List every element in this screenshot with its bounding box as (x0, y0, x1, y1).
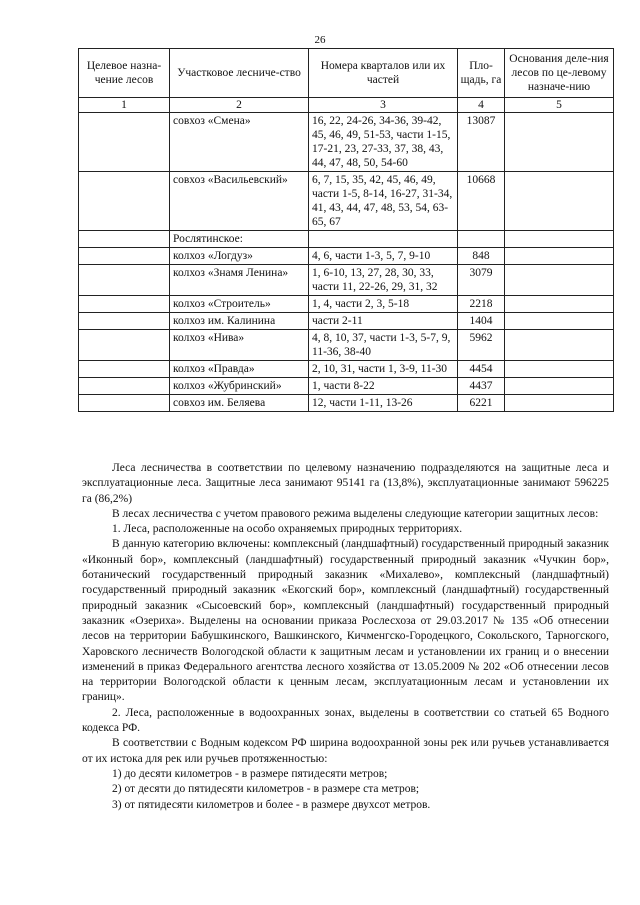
table-row (79, 248, 614, 265)
paragraph: В данную категорию включены: комплексный (ландшафтный) государственный природный заказник «Иконный бор», комплексный (ландшафтный) государственный природный заказник «Чучкин бор», ботанический государственный природный заказник «Михалево», комплексный (ландшафтный) государственный природный заказник «Екогский бор», комплексный (ландшафтный) государственный природный заказник «Сысоевский бор», комплексный (ландшафтный) государственный природный заказник «Озериха». Выделены на основании приказа Рослесхоза от 29.03.2017 № 135 «Об отнесении лесов на территории Бабушкинского, Вашкинского, Кичменгско-Городецкого, Сокольского, Тарногского, Харовского лесничеств Вологодской области к защитным лесам и установлении их границ и о внесении изменений в приказ Федерального агентства лесного хозяйства от 13.05.2009 № 202 «Об отнесении лесов на территории Вологодской области к ценным лесам, эксплуатационным лесам и установлении их границ». (82, 538, 609, 704)
area-cell: 5962 (458, 330, 505, 361)
list-item: 3) от пятидесяти километров и более - в размере двухсот метров. (112, 798, 431, 811)
basis-cell (505, 248, 614, 265)
basis-cell (505, 296, 614, 313)
table-row (79, 395, 614, 412)
table-row (79, 361, 614, 378)
list-item: 2) от десяти до пятидесяти километров - в размере ста метров; (112, 783, 420, 796)
district-cell: колхоз им. Калинина (170, 313, 309, 330)
paragraph: Леса лесничества в соответствии по целевому назначению подразделяются на защитные леса и эксплуатационные леса. Защитные леса занимают 95141 га (13,8%), эксплуатационные занимают 596225 га (86,2%) (82, 462, 609, 505)
area-cell: 4437 (458, 378, 505, 395)
basis-cell (505, 172, 614, 231)
table-header-row (79, 49, 614, 98)
body-text (82, 461, 609, 813)
district-cell: колхоз «Правда» (170, 361, 309, 378)
basis-cell (505, 265, 614, 296)
district-cell: совхоз им. Беляева (170, 395, 309, 412)
quarters-cell: 12, части 1-11, 13-26 (309, 395, 458, 412)
purpose-cell (79, 248, 170, 265)
header-area: Пло-щадь, га (458, 49, 505, 98)
quarters-cell: 2, 10, 31, части 1, 3-9, 11-30 (309, 361, 458, 378)
header-quarters: Номера кварталов или их частей (309, 49, 458, 98)
quarters-cell: 1, 4, части 2, 3, 5-18 (309, 296, 458, 313)
list-item: 1) до десяти километров - в размере пятидесяти метров; (112, 767, 388, 780)
district-cell: колхоз «Знамя Ленина» (170, 265, 309, 296)
purpose-cell (79, 296, 170, 313)
table-row (79, 265, 614, 296)
purpose-cell (79, 113, 170, 172)
paragraph: В соответствии с Водным кодексом РФ ширина водоохранной зоны рек или ручьев устанавливается от их истока для рек или ручьев протяженностью: (82, 737, 609, 765)
district-cell: Рослятинское: (170, 231, 309, 248)
paragraph: В лесах лесничества с учетом правового режима выделены следующие категории защитных лесов: (112, 507, 599, 520)
paragraph: 2. Леса, расположенные в водоохранных зонах, выделены в соответствии со статьей 65 Водного кодекса РФ. (82, 706, 609, 735)
purpose-cell (79, 395, 170, 412)
quarters-cell: 1, части 8-22 (309, 378, 458, 395)
quarters-cell: 1, 6-10, 13, 27, 28, 30, 33, части 11, 22-26, 29, 31, 32 (309, 265, 458, 296)
column-number: 3 (309, 98, 458, 113)
basis-cell (505, 231, 614, 248)
quarters-cell: 4, 6, части 1-3, 5, 7, 9-10 (309, 248, 458, 265)
area-cell: 3079 (458, 265, 505, 296)
area-cell: 848 (458, 248, 505, 265)
area-cell: 6221 (458, 395, 505, 412)
quarters-cell: 4, 8, 10, 37, части 1-3, 5-7, 9, 11-36, 38-40 (309, 330, 458, 361)
column-number: 1 (79, 98, 170, 113)
basis-cell (505, 330, 614, 361)
column-number: 5 (505, 98, 614, 113)
table-row (79, 113, 614, 172)
page-number: 26 (314, 34, 326, 46)
district-cell: колхоз «Логдуз» (170, 248, 309, 265)
table-row (79, 296, 614, 313)
district-cell: колхоз «Нива» (170, 330, 309, 361)
area-cell: 10668 (458, 172, 505, 231)
basis-cell (505, 313, 614, 330)
header-purpose: Целевое назна-чение лесов (79, 49, 170, 98)
quarters-cell: 6, 7, 15, 35, 42, 45, 46, 49, части 1-5, 8-14, 16-27, 31-34, 41, 43, 44, 47, 48, 53, 54, 63-65, 67 (309, 172, 458, 231)
header-district: Участковое лесниче-ство (170, 49, 309, 98)
table-row (79, 330, 614, 361)
quarters-cell: 16, 22, 24-26, 34-36, 39-42, 45, 46, 49, 51-53, части 1-15, 17-21, 23, 27-33, 37, 38, 43, 44, 47, 48, 50, 54-60 (309, 113, 458, 172)
purpose-cell (79, 378, 170, 395)
quarters-cell (309, 231, 458, 248)
basis-cell (505, 378, 614, 395)
basis-cell (505, 395, 614, 412)
table-row (79, 313, 614, 330)
purpose-cell (79, 172, 170, 231)
column-number-row (79, 98, 614, 113)
table-row (79, 231, 614, 248)
basis-cell (505, 361, 614, 378)
purpose-cell (79, 265, 170, 296)
purpose-cell (79, 361, 170, 378)
purpose-cell (79, 231, 170, 248)
district-cell: колхоз «Жубринский» (170, 378, 309, 395)
area-cell (458, 231, 505, 248)
column-number: 2 (170, 98, 309, 113)
table-row (79, 172, 614, 231)
purpose-cell (79, 330, 170, 361)
table-row (79, 378, 614, 395)
paragraph: 1. Леса, расположенные на особо охраняемых природных территориях. (112, 523, 463, 536)
area-cell: 4454 (458, 361, 505, 378)
district-cell: совхоз «Смена» (170, 113, 309, 172)
area-cell: 2218 (458, 296, 505, 313)
column-number: 4 (458, 98, 505, 113)
district-cell: колхоз «Строитель» (170, 296, 309, 313)
district-cell: совхоз «Васильевский» (170, 172, 309, 231)
basis-cell (505, 113, 614, 172)
area-cell: 13087 (458, 113, 505, 172)
header-basis: Основания деле-ния лесов по це-левому назначе-нию (505, 49, 614, 98)
quarters-cell: части 2-11 (309, 313, 458, 330)
forest-table (78, 48, 614, 412)
purpose-cell (79, 313, 170, 330)
area-cell: 1404 (458, 313, 505, 330)
